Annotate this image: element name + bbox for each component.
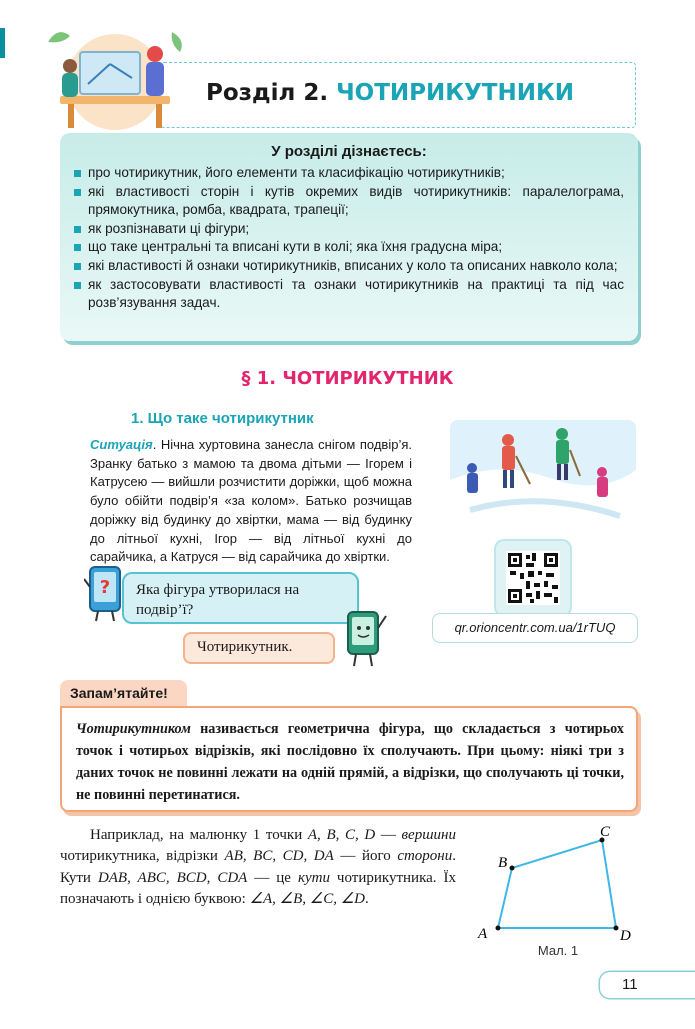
learn-list: [74, 164, 624, 313]
remember-box: [60, 706, 638, 812]
example-angle-letters: ∠A, ∠B, ∠C, ∠D: [249, 890, 366, 907]
learn-item: що таке центральні та вписані кути в колі; яка їхня градусна міра;: [74, 238, 624, 257]
example-segments: AB, BC, CD, DA: [224, 848, 334, 865]
page-number: 11: [600, 972, 695, 998]
situation-paragraph: [90, 436, 412, 567]
section-title: § 1. ЧОТИРИКУТНИК: [241, 368, 454, 389]
learn-item: як застосовувати властивості та ознаки чотирикутників на практиці та під час розв’язування задач.: [74, 276, 624, 313]
phone-character-icon: [84, 563, 126, 623]
example-term: кути: [297, 869, 330, 886]
vertex-b: [510, 866, 515, 871]
example-term: вершини: [401, 827, 456, 843]
example-text: чотирикутника, відрізки: [60, 848, 225, 865]
example-text: — його: [333, 848, 398, 865]
phone-character-icon: [338, 606, 388, 668]
example-text: .: [365, 890, 369, 907]
quadrilateral-figure: [470, 820, 645, 970]
example-term: сторони: [397, 848, 453, 865]
learn-item: про чотирикутник, його елементи та класифікацію чотирикутників;: [74, 164, 624, 183]
svg-text:?: ?: [99, 577, 111, 598]
example-points: A, B, C, D: [307, 827, 376, 843]
snow-clearing-photo: [450, 420, 636, 532]
vertex-a: [496, 926, 501, 931]
remember-term: Чотирикутником: [76, 721, 191, 737]
learn-item: які властивості сторін і кутів окремих видів чотирикутників: паралелограма, прямокутника, ромба, квадрата, трапеції;: [74, 183, 624, 220]
answer-bubble: Чотирикутник.: [183, 632, 335, 664]
example-text: — це: [247, 869, 298, 886]
remember-text: називається геометрична фігура, що складається з чотирьох точок і чотирьох відрізків, які послідовно їх сполучають. При цьому: ніякі три з даних точок не повинні лежати на одній прямій, а відрізки, що сполучають ці точки, не повинні перетинатися.: [76, 721, 624, 803]
learn-item: як розпізнавати ці фігури;: [74, 220, 624, 239]
learn-item: які властивості й ознаки чотирикутників, вписаних у коло та описаних навколо кола;: [74, 257, 624, 276]
label-c: C: [600, 824, 611, 840]
example-paragraph: [60, 825, 456, 910]
example-text: Наприклад, на малюнку 1 точки: [90, 827, 308, 843]
qr-link[interactable]: qr.orioncentr.com.ua/1rTUQ: [432, 613, 638, 643]
example-text: чотирикутника. Їх позначають і однією буквою:: [60, 869, 457, 907]
learn-heading: У розділі дізнаєтесь:: [271, 143, 427, 160]
example-angles: DAB, ABC, BCD, CDA: [97, 869, 248, 886]
label-b: B: [498, 855, 508, 871]
quadrilateral-shape: [498, 840, 616, 928]
question-bubble: Яка фігура утворилася на подвір’ї?: [122, 572, 359, 624]
chapter-name: ЧОТИРИКУТНИКИ: [336, 80, 575, 106]
label-a: A: [478, 926, 488, 942]
chapter-title: [206, 80, 574, 106]
edge-marker: [0, 28, 5, 58]
vertex-d: [614, 926, 619, 931]
label-d: D: [620, 928, 631, 944]
subsection-title: 1. Що таке чотирикутник: [131, 410, 314, 427]
situation-label: Ситуація: [90, 437, 153, 452]
situation-text: . Нічна хуртовина занесла снігом подвір’я. Зранку батько з мамою та двома дітьми — Ігорем і Катрусею — вийшли розчистити доріжки, щоб можна було обійти подвір’я «за колом». Батько розчищав доріжку від будинку до хвіртки, мама — від будинку до літньої кухні, Ігор — від літньої кухні до сарайчика, а Катруся — від сарайчика до хвіртки.: [90, 437, 412, 565]
learn-box: [60, 133, 638, 341]
example-text: . Кути: [60, 848, 456, 886]
remember-tab: Запам’ятайте!: [60, 680, 187, 706]
qr-code: [496, 541, 570, 615]
qr-code-frame[interactable]: [496, 541, 570, 615]
chapter-prefix: Розділ 2.: [206, 80, 337, 106]
figure-caption: Мал. 1: [537, 943, 579, 958]
example-text: —: [375, 827, 402, 843]
chapter-illustration: [40, 22, 190, 134]
